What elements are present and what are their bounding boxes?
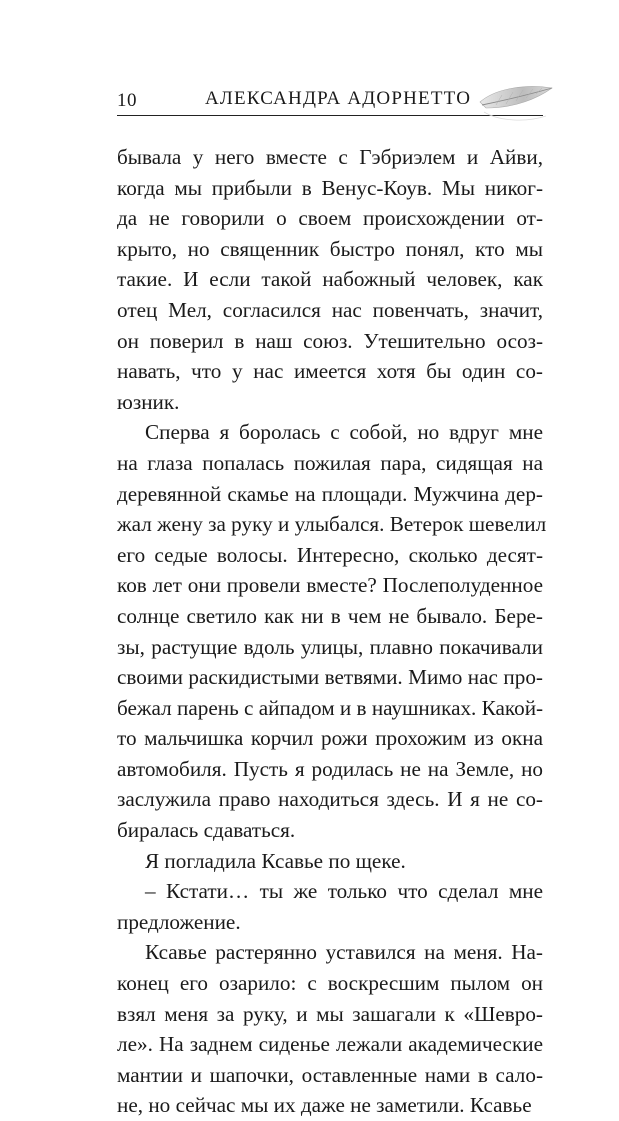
text-line: деревянной скамье на площади. Мужчина дер- bbox=[117, 481, 543, 506]
text-line: Ксавье растерянно уставился на меня. На- bbox=[145, 940, 543, 965]
text-line: он поверил в наш союз. Утешительно осоз- bbox=[117, 328, 543, 353]
text-line: взял меня за руку, и мы зашагали к «Шевро- bbox=[117, 1001, 543, 1026]
text-line: ков лет они провели вместе? Послеполуденное bbox=[117, 573, 543, 598]
text-line: биралась сдаваться. bbox=[117, 818, 296, 843]
text-line: на глаза попалась пожилая пара, сидящая на bbox=[117, 450, 543, 475]
text-line: когда мы прибыли в Венус-Коув. Мы никог- bbox=[117, 175, 543, 200]
running-head-author: АЛЕКСАНДРА АДОРНЕТТО bbox=[205, 88, 472, 109]
text-line: такие. И если такой набожный человек, как bbox=[117, 267, 543, 292]
text-line: навать, что у нас имеется хотя бы один со- bbox=[117, 359, 543, 384]
text-line: да не говорили о своем происхождении от- bbox=[117, 206, 543, 231]
text-line: Я погладила Ксавье по щеке. bbox=[145, 848, 406, 873]
text-line: солнце светило как ни в чем не бывало. Бере- bbox=[117, 603, 543, 628]
body-text bbox=[117, 142, 547, 1121]
text-line: автомобиля. Пусть я родилась не на Земле, но bbox=[117, 756, 543, 781]
text-line: бежал парень с айпадом и в наушниках. Какой- bbox=[117, 695, 544, 720]
text-line: конец его озарило: с воскресшим пылом он bbox=[117, 971, 543, 996]
text-line: зы, растущие вдоль улицы, плавно покачивали bbox=[117, 634, 543, 659]
text-line: его седые волосы. Интересно, сколько десят- bbox=[117, 542, 543, 567]
text-line: бывала у него вместе с Гэбриэлем и Айви, bbox=[117, 145, 543, 169]
text-line: не, но сейчас мы их даже не заметили. Ксавье bbox=[117, 1093, 532, 1118]
text-line: – Кстати… ты же только что сделал мне bbox=[145, 879, 543, 904]
feather-icon bbox=[476, 78, 556, 134]
text-line: своими раскидистыми ветвями. Мимо нас про- bbox=[117, 665, 543, 690]
text-line: предложение. bbox=[117, 909, 241, 934]
text-line: юзник. bbox=[117, 389, 180, 414]
text-line: заслужила право находиться здесь. И я не со- bbox=[117, 787, 543, 812]
text-line: жал жену за руку и улыбался. Ветерок шевелил bbox=[117, 512, 547, 537]
text-line: мантии и шапочки, оставленные нами в сало- bbox=[117, 1062, 543, 1087]
text-line: Сперва я боролась с собой, но вдруг мне bbox=[145, 420, 543, 445]
page-number: 10 bbox=[117, 90, 137, 111]
text-line: то мальчишка корчил рожи прохожим из окна bbox=[117, 726, 543, 751]
text-line: ле». На заднем сиденье лежали академические bbox=[117, 1032, 543, 1057]
text-line: отец Мел, согласился нас повенчать, значит, bbox=[117, 297, 543, 322]
text-line: крыто, но священник быстро понял, кто мы bbox=[117, 236, 543, 261]
